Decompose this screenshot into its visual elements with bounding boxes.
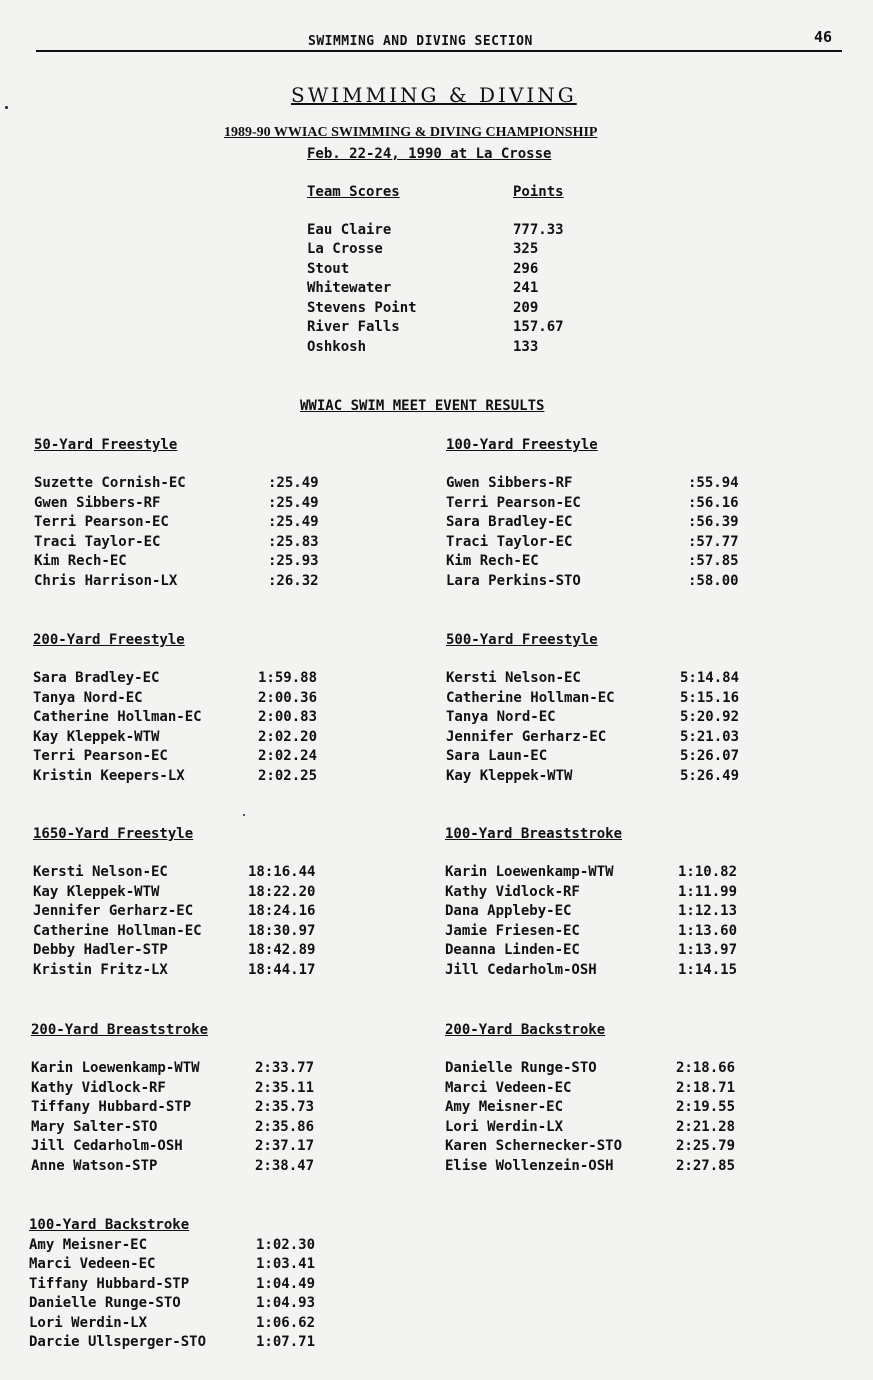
swim-time: 2:00.83 xyxy=(258,709,318,725)
swim-time: 18:42.89 xyxy=(248,942,316,958)
section-header: SWIMMING AND DIVING SECTION xyxy=(308,34,533,49)
swim-time: 2:02.25 xyxy=(258,768,318,784)
swim-time: :25.49 xyxy=(268,495,319,511)
swim-time: 18:16.44 xyxy=(248,864,316,880)
team-name: River Falls xyxy=(307,319,400,335)
swim-time: :56.39 xyxy=(688,514,739,530)
swim-time: 1:06.62 xyxy=(256,1315,316,1331)
swimmer-name: Marci Vedeen-EC xyxy=(445,1080,572,1096)
swim-time: 2:19.55 xyxy=(676,1099,736,1115)
swimmer-name: Catherine Hollman-EC xyxy=(33,709,202,725)
swim-time: 5:21.03 xyxy=(680,729,740,745)
page-number: 46 xyxy=(814,28,833,46)
team-name: Whitewater xyxy=(307,280,392,296)
swim-time: 2:18.66 xyxy=(676,1060,736,1076)
event-title: 50-Yard Freestyle xyxy=(34,437,178,453)
swimmer-name: Kay Kleppek-WTW xyxy=(446,768,573,784)
team-name: Stevens Point xyxy=(307,300,417,316)
swim-time: :55.94 xyxy=(688,475,739,491)
swimmer-name: Dana Appleby-EC xyxy=(445,903,572,919)
swimmer-name: Traci Taylor-EC xyxy=(34,534,161,550)
swim-time: 18:22.20 xyxy=(248,884,316,900)
swim-time: :57.85 xyxy=(688,553,739,569)
swimmer-name: Danielle Runge-STO xyxy=(29,1295,181,1311)
swimmer-name: Lori Werdin-LX xyxy=(445,1119,564,1135)
swimmer-name: Karin Loewenkamp-WTW xyxy=(31,1060,200,1076)
swim-time: 2:38.47 xyxy=(255,1158,315,1174)
swim-time: :25.93 xyxy=(268,553,319,569)
swimmer-name: Karen Schernecker-STO xyxy=(445,1138,623,1154)
swimmer-name: Kay Kleppek-WTW xyxy=(33,884,160,900)
swimmer-name: Kristin Keepers-LX xyxy=(33,768,185,784)
swim-time: 1:04.93 xyxy=(256,1295,316,1311)
team-name: La Crosse xyxy=(307,241,383,257)
swim-time: 2:02.24 xyxy=(258,748,318,764)
swimmer-name: Terri Pearson-EC xyxy=(33,748,168,764)
event-title: 200-Yard Breaststroke xyxy=(31,1022,209,1038)
event-title: 100-Yard Breaststroke xyxy=(445,826,623,842)
swimmer-name: Jennifer Gerharz-EC xyxy=(33,903,194,919)
team-points: 209 xyxy=(513,300,539,316)
swimmer-name: Tiffany Hubbard-STP xyxy=(31,1099,192,1115)
swimmer-name: Kathy Vidlock-RF xyxy=(445,884,580,900)
swimmer-name: Suzette Cornish-EC xyxy=(34,475,186,491)
team-name: Oshkosh xyxy=(307,339,367,355)
swim-time: 1:14.15 xyxy=(678,962,738,978)
swimmer-name: Sara Bradley-EC xyxy=(33,670,160,686)
team-name: Eau Claire xyxy=(307,222,392,238)
page-title: SWIMMING & DIVING xyxy=(291,83,577,107)
swimmer-name: Jill Cedarholm-OSH xyxy=(445,962,597,978)
swim-time: :26.32 xyxy=(268,573,319,589)
swim-time: 1:04.49 xyxy=(256,1276,316,1292)
swim-time: 5:26.49 xyxy=(680,768,740,784)
event-title: 200-Yard Freestyle xyxy=(33,632,185,648)
event-results-title: WWIAC SWIM MEET EVENT RESULTS xyxy=(300,398,545,414)
swimmer-name: Gwen Sibbers-RF xyxy=(34,495,161,511)
swim-time: 2:18.71 xyxy=(676,1080,736,1096)
swim-time: 2:37.17 xyxy=(255,1138,315,1154)
swim-time: :25.83 xyxy=(268,534,319,550)
swim-time: 2:35.11 xyxy=(255,1080,315,1096)
swim-time: :58.00 xyxy=(688,573,739,589)
event-title: 100-Yard Backstroke xyxy=(29,1217,190,1233)
swimmer-name: Elise Wollenzein-OSH xyxy=(445,1158,614,1174)
team-name: Stout xyxy=(307,261,350,277)
event-title: 100-Yard Freestyle xyxy=(446,437,598,453)
swim-time: 2:27.85 xyxy=(676,1158,736,1174)
swimmer-name: Jamie Friesen-EC xyxy=(445,923,580,939)
championship-title: 1989-90 WWIAC SWIMMING & DIVING CHAMPIONSHIP xyxy=(224,125,598,140)
swim-time: 5:26.07 xyxy=(680,748,740,764)
swimmer-name: Amy Meisner-EC xyxy=(29,1237,148,1253)
swimmer-name: Karin Loewenkamp-WTW xyxy=(445,864,614,880)
speck-mark xyxy=(5,106,8,109)
swim-time: :57.77 xyxy=(688,534,739,550)
swimmer-name: Danielle Runge-STO xyxy=(445,1060,597,1076)
event-title: 200-Yard Backstroke xyxy=(445,1022,606,1038)
team-points: 777.33 xyxy=(513,222,564,238)
swim-time: 1:07.71 xyxy=(256,1334,316,1350)
swim-time: 5:20.92 xyxy=(680,709,740,725)
swimmer-name: Catherine Hollman-EC xyxy=(446,690,615,706)
swim-time: 1:59.88 xyxy=(258,670,318,686)
team-points: 157.67 xyxy=(513,319,564,335)
swimmer-name: Marci Vedeen-EC xyxy=(29,1256,156,1272)
points-header: Points xyxy=(513,184,564,200)
swimmer-name: Jennifer Gerharz-EC xyxy=(446,729,607,745)
swimmer-name: Lara Perkins-STO xyxy=(446,573,581,589)
event-title: 500-Yard Freestyle xyxy=(446,632,598,648)
swimmer-name: Sara Bradley-EC xyxy=(446,514,573,530)
swim-time: 2:00.36 xyxy=(258,690,318,706)
team-points: 325 xyxy=(513,241,539,257)
swimmer-name: Tiffany Hubbard-STP xyxy=(29,1276,190,1292)
swim-time: 2:35.86 xyxy=(255,1119,315,1135)
swimmer-name: Deanna Linden-EC xyxy=(445,942,580,958)
swim-time: :25.49 xyxy=(268,475,319,491)
swimmer-name: Kersti Nelson-EC xyxy=(33,864,168,880)
swimmer-name: Lori Werdin-LX xyxy=(29,1315,148,1331)
event-title: 1650-Yard Freestyle xyxy=(33,826,194,842)
swim-time: 18:24.16 xyxy=(248,903,316,919)
swim-time: 1:13.60 xyxy=(678,923,738,939)
swimmer-name: Mary Salter-STO xyxy=(31,1119,158,1135)
team-points: 133 xyxy=(513,339,539,355)
swim-time: 18:44.17 xyxy=(248,962,316,978)
swimmer-name: Kersti Nelson-EC xyxy=(446,670,581,686)
swimmer-name: Gwen Sibbers-RF xyxy=(446,475,573,491)
swimmer-name: Kristin Fritz-LX xyxy=(33,962,168,978)
swim-time: :25.49 xyxy=(268,514,319,530)
swim-time: 1:11.99 xyxy=(678,884,738,900)
championship-date: Feb. 22-24, 1990 at La Crosse xyxy=(307,146,552,162)
swim-time: 2:33.77 xyxy=(255,1060,315,1076)
swim-time: 5:14.84 xyxy=(680,670,740,686)
swimmer-name: Tanya Nord-EC xyxy=(33,690,143,706)
header-rule xyxy=(36,50,842,52)
swimmer-name: Kim Rech-EC xyxy=(446,553,539,569)
swim-time: 2:25.79 xyxy=(676,1138,736,1154)
swim-time: :56.16 xyxy=(688,495,739,511)
swim-time: 1:12.13 xyxy=(678,903,738,919)
swim-time: 1:03.41 xyxy=(256,1256,316,1272)
swimmer-name: Anne Watson-STP xyxy=(31,1158,158,1174)
swim-time: 5:15.16 xyxy=(680,690,740,706)
swimmer-name: Terri Pearson-EC xyxy=(34,514,169,530)
speck-mark xyxy=(243,814,245,816)
swimmer-name: Traci Taylor-EC xyxy=(446,534,573,550)
swimmer-name: Kay Kleppek-WTW xyxy=(33,729,160,745)
swimmer-name: Amy Meisner-EC xyxy=(445,1099,564,1115)
team-points: 241 xyxy=(513,280,539,296)
swim-time: 1:13.97 xyxy=(678,942,738,958)
swimmer-name: Terri Pearson-EC xyxy=(446,495,581,511)
swim-time: 2:21.28 xyxy=(676,1119,736,1135)
swimmer-name: Tanya Nord-EC xyxy=(446,709,556,725)
swimmer-name: Sara Laun-EC xyxy=(446,748,548,764)
swim-time: 2:02.20 xyxy=(258,729,318,745)
team-scores-header: Team Scores xyxy=(307,184,400,200)
swimmer-name: Chris Harrison-LX xyxy=(34,573,178,589)
swimmer-name: Jill Cedarholm-OSH xyxy=(31,1138,183,1154)
swim-time: 1:10.82 xyxy=(678,864,738,880)
swimmer-name: Kim Rech-EC xyxy=(34,553,127,569)
swim-time: 2:35.73 xyxy=(255,1099,315,1115)
swimmer-name: Debby Hadler-STP xyxy=(33,942,168,958)
team-points: 296 xyxy=(513,261,539,277)
swim-time: 1:02.30 xyxy=(256,1237,316,1253)
swim-time: 18:30.97 xyxy=(248,923,316,939)
swimmer-name: Kathy Vidlock-RF xyxy=(31,1080,166,1096)
swimmer-name: Catherine Hollman-EC xyxy=(33,923,202,939)
swimmer-name: Darcie Ullsperger-STO xyxy=(29,1334,207,1350)
